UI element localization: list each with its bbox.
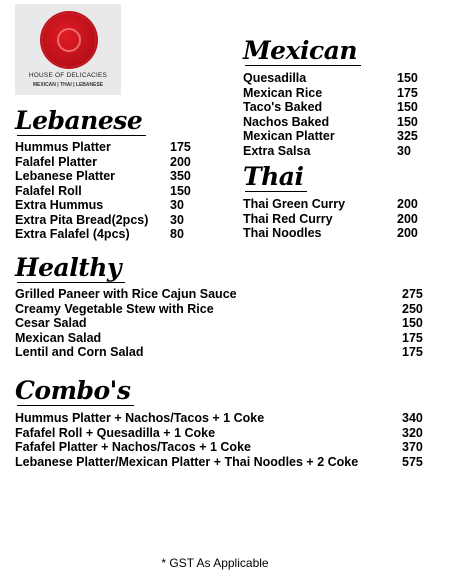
lebanese-item-name: Extra Hummus: [15, 198, 104, 212]
mexican-item-price: 150: [397, 114, 418, 129]
healthy-item-price: 275: [402, 287, 423, 301]
section-heading-mexican: Mexican: [243, 36, 358, 65]
combos-item-name: Fafafel Roll + Quesadilla + 1 Coke: [15, 425, 216, 440]
mexican-item-price: 150: [397, 100, 418, 114]
logo: [15, 4, 121, 95]
healthy-item-name: Creamy Vegetable Stew with Rice: [15, 301, 214, 316]
lebanese-item-price: 350: [170, 169, 191, 183]
combos-item-price: 340: [402, 411, 423, 425]
healthy-item-price: 175: [402, 330, 423, 345]
mexican-item-price: 325: [397, 129, 418, 143]
mexican-item-name: Mexican Platter: [243, 129, 335, 143]
lebanese-item-price: 175: [170, 140, 191, 154]
combos-item-name: Lebanese Platter/Mexican Platter + Thai Noodles + 2 Coke: [15, 454, 359, 469]
mexican-item-name: Taco's Baked: [243, 100, 323, 114]
thai-item-price: 200: [397, 197, 418, 211]
healthy-item-name: Grilled Paneer with Rice Cajun Sauce: [15, 287, 237, 301]
healthy-item-price: 175: [402, 345, 423, 359]
thai-item-name: Thai Red Curry: [243, 211, 333, 226]
mexican-item-name: Quesadilla: [243, 71, 307, 85]
section-heading-combos: Combo's: [15, 376, 131, 405]
wax-seal-icon: [42, 13, 96, 67]
lebanese-item-name: Hummus Platter: [15, 140, 111, 154]
logo-name: HOUSE OF DELICACIES: [28, 72, 108, 79]
mexican-item-price: 30: [397, 143, 411, 158]
combos-item-name: Fafafel Platter + Nachos/Tacos + 1 Coke: [15, 440, 251, 454]
healthy-item-name: Lentil and Corn Salad: [15, 345, 144, 359]
section-heading-thai: Thai: [243, 162, 304, 191]
thai-item-name: Thai Noodles: [243, 226, 322, 240]
mexican-item-price: 175: [397, 85, 418, 100]
lebanese-item-name: Extra Falafel (4pcs): [15, 227, 130, 241]
lebanese-item-name: Falafel Platter: [15, 154, 97, 169]
thai-item-price: 200: [397, 226, 418, 240]
healthy-item-price: 250: [402, 301, 423, 316]
lebanese-item-price: 30: [170, 212, 184, 227]
lebanese-item-name: Falafel Roll: [15, 183, 82, 198]
mexican-item-price: 150: [397, 71, 418, 85]
logo-tagline: MEXICAN | THAI | LEBANESE: [32, 82, 104, 88]
section-heading-healthy: Healthy: [15, 253, 121, 282]
lebanese-item-name: Lebanese Platter: [15, 169, 116, 183]
section-heading-lebanese: Lebanese: [15, 106, 143, 135]
healthy-item-name: Cesar Salad: [15, 316, 87, 330]
thai-item-price: 200: [397, 211, 418, 226]
thai-item-name: Thai Green Curry: [243, 197, 346, 211]
lebanese-item-price: 150: [170, 183, 191, 198]
combos-item-price: 575: [402, 454, 423, 469]
healthy-item-price: 150: [402, 316, 423, 330]
combos-item-price: 320: [402, 425, 423, 440]
lebanese-item-name: Extra Pita Bread(2pcs): [15, 212, 149, 227]
mexican-item-name: Extra Salsa: [243, 143, 311, 158]
mexican-item-name: Mexican Rice: [243, 85, 323, 100]
combos-item-price: 370: [402, 440, 423, 454]
mexican-item-name: Nachos Baked: [243, 114, 330, 129]
combos-item-name: Hummus Platter + Nachos/Tacos + 1 Coke: [15, 411, 265, 425]
lebanese-item-price: 30: [170, 198, 184, 212]
lebanese-item-price: 80: [170, 227, 184, 241]
gst-note: * GST As Applicable: [161, 556, 269, 570]
lebanese-item-price: 200: [170, 154, 191, 169]
healthy-item-name: Mexican Salad: [15, 330, 102, 345]
